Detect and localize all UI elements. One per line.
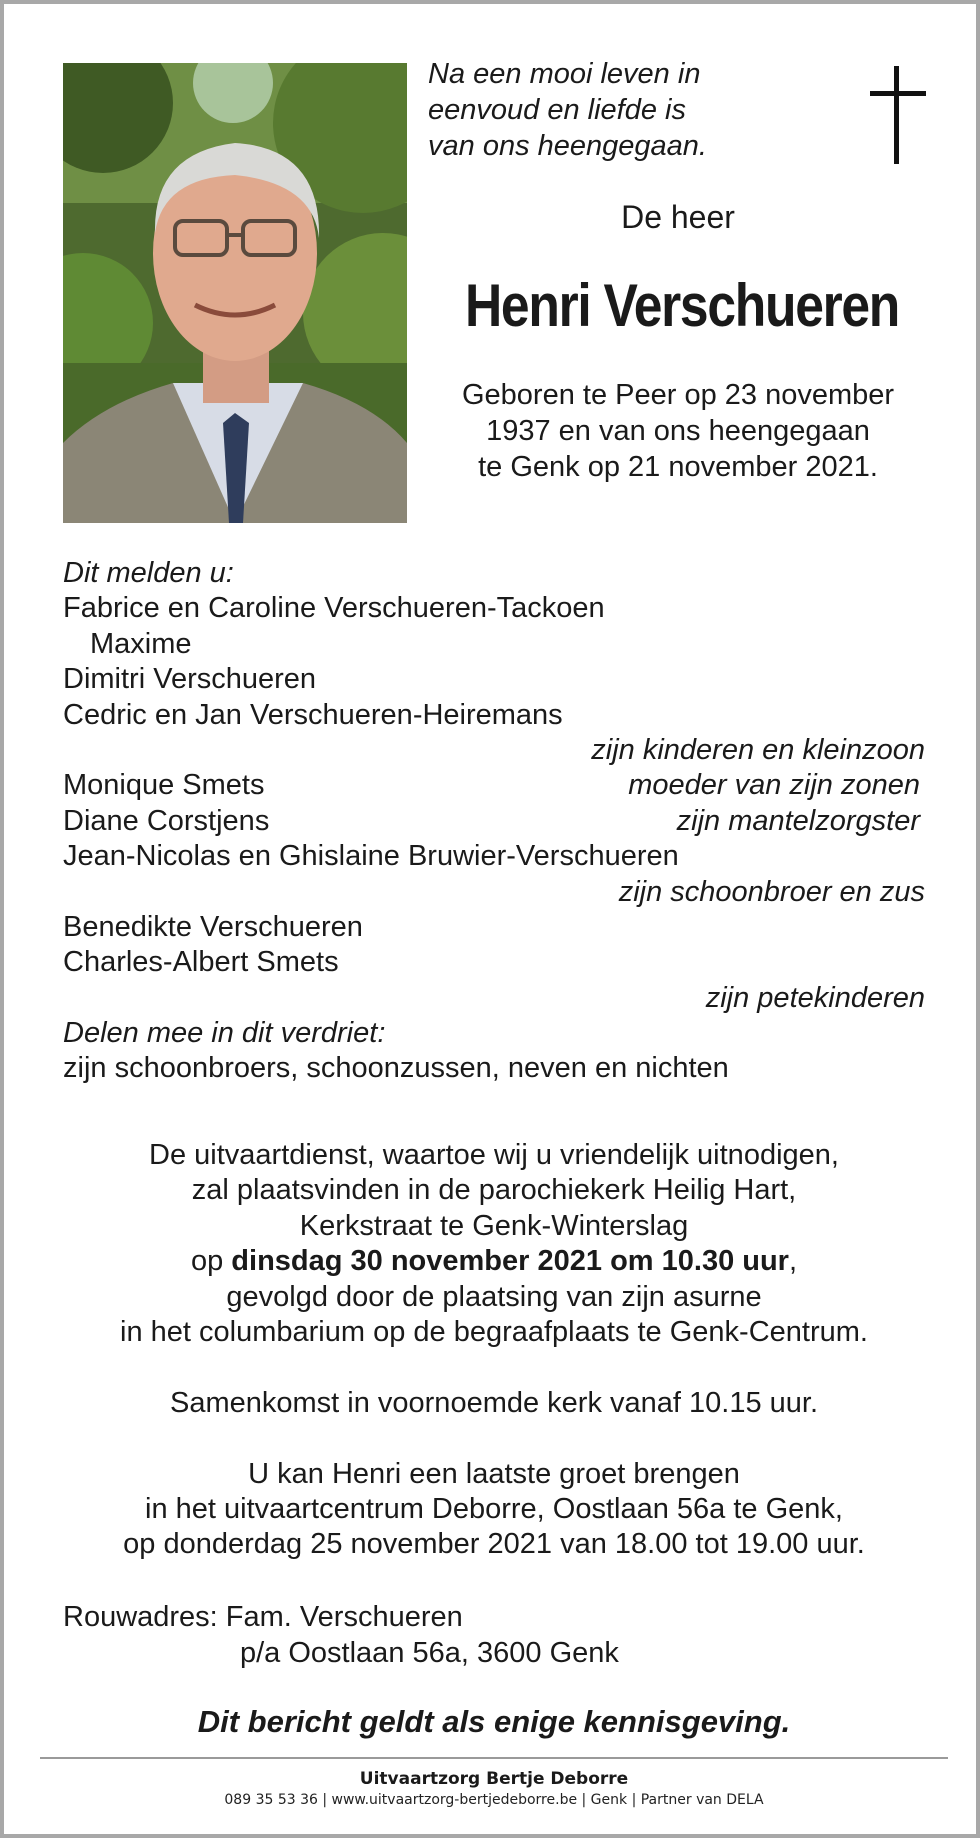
birth-line: te Genk op 21 november 2021.: [478, 451, 878, 483]
share-heading: Delen mee in dit verdriet:: [63, 1017, 386, 1050]
service-line: in het columbarium op de begraafplaats te Genk-Centrum.: [120, 1316, 868, 1349]
intro-line: Na een mooi leven in: [428, 58, 701, 90]
service-line: De uitvaartdienst, waartoe wij u vriendelijk uitnodigen,: [149, 1139, 839, 1171]
funeral-home-contact: 089 35 53 36 | www.uitvaartzorg-bertjedeborre.be | Genk | Partner van DELA: [224, 1792, 764, 1808]
funeral-home-name: Uitvaartzorg Bertje Deborre: [359, 1769, 629, 1789]
birth-line: Geboren te Peer op 23 november: [461, 379, 895, 411]
honorific: De heer: [621, 199, 735, 235]
cross-icon: [870, 66, 926, 164]
family-member: Jean-Nicolas en Ghislaine Bruwier-Verschueren: [63, 840, 679, 873]
family-role: zijn kinderen en kleinzoon: [591, 733, 925, 766]
family-member: Benedikte Verschueren: [63, 910, 363, 943]
family-member: Fabrice en Caroline Verschueren-Tackoen: [63, 592, 605, 625]
portrait-photo: [63, 63, 407, 523]
address-line: Rouwadres: Fam. Verschueren: [63, 1601, 463, 1633]
deceased-name: Henri Verschueren: [464, 272, 900, 339]
family-heading: Dit melden u:: [63, 557, 234, 589]
service-date: [63, 1244, 925, 1279]
family-member: Diane Corstjens: [63, 804, 270, 837]
family-list: [63, 556, 925, 1087]
footer-divider: [40, 1757, 948, 1759]
intro-line: eenvoud en liefde is: [428, 94, 686, 126]
funeral-service-info: [63, 1138, 925, 1563]
service-date-value: dinsdag 30 november 2021 om 10.30 uur: [231, 1245, 789, 1278]
share-text: zijn schoonbroers, schoonzussen, neven en nichten: [63, 1052, 729, 1085]
family-role: zijn mantelzorgster: [676, 804, 920, 837]
service-date-prefix: op: [190, 1245, 224, 1278]
birth-death-info: [428, 377, 928, 485]
family-member: Cedric en Jan Verschueren-Heiremans: [63, 698, 563, 731]
notice-text: Dit bericht geldt als enige kennisgeving.: [197, 1704, 791, 1739]
service-line: Kerkstraat te Genk-Winterslag: [299, 1209, 689, 1242]
family-role: zijn petekinderen: [705, 981, 925, 1014]
visit-line: in het uitvaartcentrum Deborre, Oostlaan 56a te Genk,: [145, 1493, 843, 1526]
birth-line: 1937 en van ons heengegaan: [486, 415, 870, 447]
intro-text: [428, 56, 768, 164]
address-line: p/a Oostlaan 56a, 3600 Genk: [240, 1637, 619, 1669]
family-role: moeder van zijn zonen: [628, 769, 920, 802]
visit-line: U kan Henri een laatste groet brengen: [248, 1457, 740, 1490]
visit-line: op donderdag 25 november 2021 van 18.00 tot 19.00 uur.: [123, 1528, 865, 1561]
service-date-suffix: ,: [788, 1245, 798, 1278]
family-member: Charles-Albert Smets: [63, 946, 339, 979]
family-member: Dimitri Verschueren: [63, 663, 317, 696]
condolence-address: [63, 1599, 925, 1671]
family-member: Monique Smets: [63, 769, 265, 802]
service-line: zal plaatsvinden in de parochiekerk Heilig Hart,: [191, 1174, 797, 1207]
intro-line: van ons heengegaan.: [428, 130, 707, 162]
service-line: gevolgd door de plaatsing van zijn asurne: [226, 1280, 762, 1313]
gathering-info: Samenkomst in voornoemde kerk vanaf 10.15 uur.: [169, 1386, 819, 1419]
portrait-image: [63, 63, 407, 523]
family-role: zijn schoonbroer en zus: [618, 875, 925, 908]
family-member: Maxime: [90, 627, 192, 660]
